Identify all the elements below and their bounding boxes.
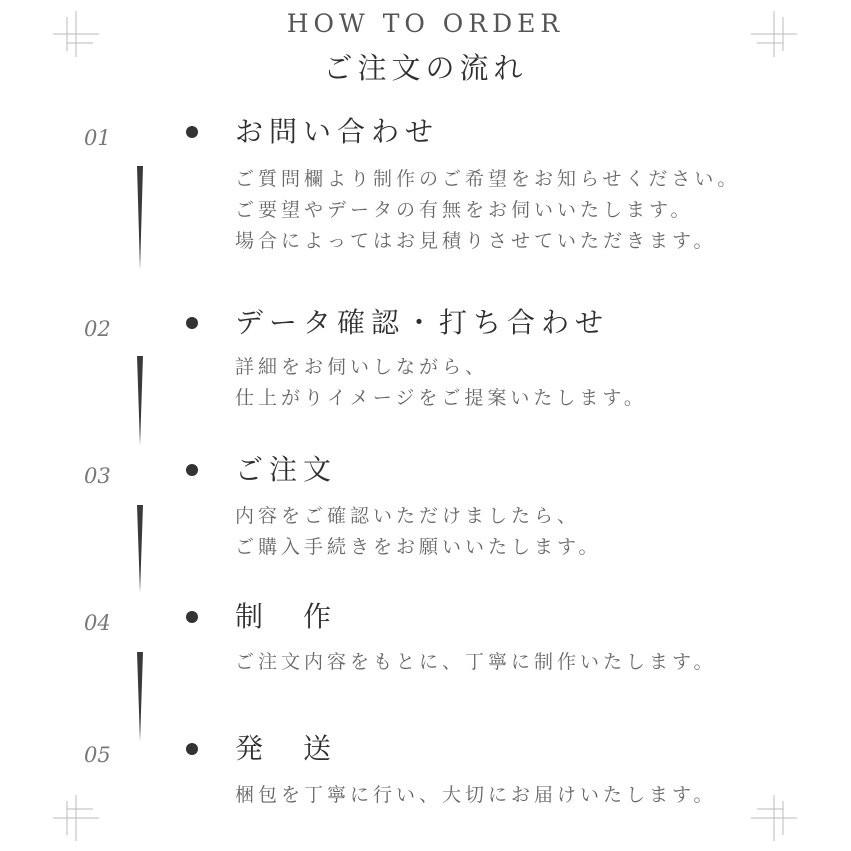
step-description — [235, 647, 716, 678]
step-description-line: ご要望やデータの有無をお伺いいたします。 — [235, 199, 694, 221]
step-description — [235, 352, 647, 414]
corner-mark-bottom-left — [53, 795, 99, 841]
step-number: 01 — [84, 126, 111, 150]
step-number: 04 — [84, 611, 111, 635]
step-title: 発 送 — [235, 732, 338, 765]
bullet-dot-icon — [186, 611, 198, 623]
step-description — [235, 501, 601, 563]
step-title: ご注文 — [235, 453, 338, 486]
step-description-line: 梱包を丁寧に行い、大切にお届けいたします。 — [235, 784, 717, 806]
step-number: 05 — [84, 743, 111, 767]
bullet-dot-icon — [186, 126, 198, 138]
step-title: 制 作 — [235, 600, 338, 633]
step-description-line: 仕上がりイメージをご提案いたします。 — [235, 387, 647, 409]
step-title: データ確認・打ち合わせ — [235, 306, 610, 339]
step-description-line: 内容をご確認いただけましたら、 — [235, 505, 581, 527]
step-description — [235, 780, 716, 811]
step-description-line: 場合によってはお見積りさせていただきます。 — [235, 230, 717, 252]
vertical-accent-line — [137, 356, 143, 446]
step-description-line: ご購入手続きをお願いいたします。 — [235, 536, 602, 558]
corner-mark-bottom-right — [751, 795, 797, 841]
bullet-dot-icon — [186, 464, 198, 476]
step-description — [235, 164, 740, 257]
step-number: 03 — [84, 464, 111, 488]
vertical-accent-line — [137, 652, 143, 742]
heading-english: HOW TO ORDER — [286, 9, 565, 38]
vertical-accent-line — [137, 505, 143, 593]
step-description-line: ご注文内容をもとに、丁寧に制作いたします。 — [235, 651, 717, 673]
bullet-dot-icon — [186, 317, 198, 329]
step-description-line: ご質問欄より制作のご希望をお知らせください。 — [235, 168, 741, 190]
step-title: お問い合わせ — [235, 115, 440, 148]
step-description-line: 詳細をお伺いしながら、 — [235, 356, 489, 378]
bullet-dot-icon — [186, 743, 198, 755]
step-number: 02 — [84, 317, 111, 341]
page-title: ご注文の流れ — [323, 51, 528, 85]
vertical-accent-line — [137, 166, 143, 270]
